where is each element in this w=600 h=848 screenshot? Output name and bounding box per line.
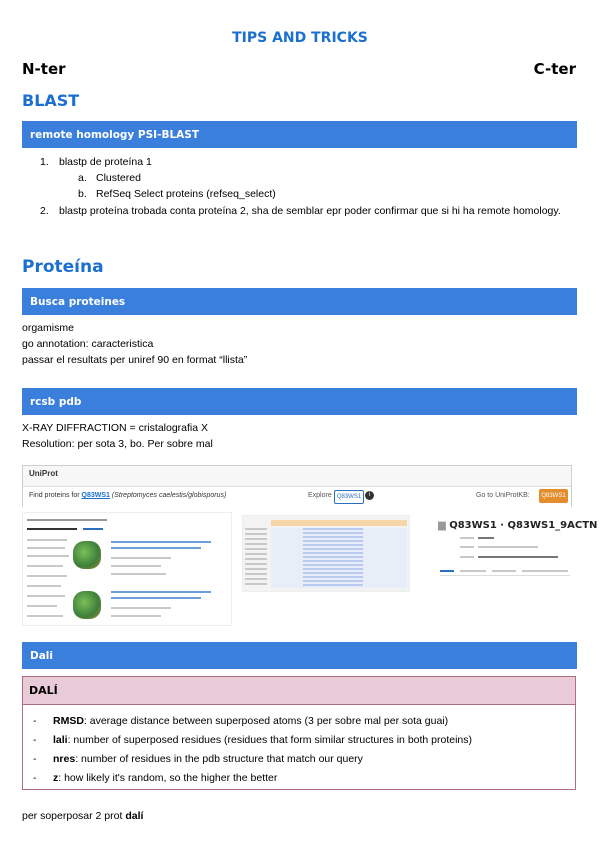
document-icon: ▆: [438, 520, 446, 531]
protein-structure-thumbnail: [73, 591, 101, 619]
info-icon[interactable]: i: [365, 491, 374, 500]
list-item: - nres: number of residues in the pdb structure that match our query: [33, 753, 363, 765]
goto-uniprot-label: Go to UniProtKB:: [476, 492, 530, 499]
proteina-heading: Proteína: [22, 257, 104, 277]
list-number: 1.: [40, 156, 49, 168]
protein-structure-thumbnail: [73, 541, 101, 569]
goto-uniprot-button[interactable]: Q83WS1: [539, 489, 568, 503]
list-item: - z: how likely it's random, so the higher the better: [33, 772, 278, 784]
alignment-viewer-screenshot: [242, 515, 410, 592]
uniprot-panel-screenshot: [22, 465, 572, 507]
list-number: 2.: [40, 205, 49, 217]
accession-link[interactable]: Q83WS1: [81, 492, 110, 499]
list-letter: b.: [78, 188, 87, 200]
n-ter-label: N-ter: [22, 60, 66, 78]
psi-blast-bar: remote homology PSI-BLAST: [22, 121, 577, 148]
uniprot-entry-title: ▆ Q83WS1 · Q83WS1_9ACTN: [438, 520, 598, 531]
page-title: TIPS AND TRICKS: [232, 30, 368, 46]
dali-footer-text: per soperposar 2 prot dalí: [22, 810, 144, 822]
text-line: go annotation: caracteristica: [22, 338, 154, 350]
entry-details-screenshot: [440, 535, 570, 575]
dali-box: [22, 676, 576, 790]
list-item: blastp proteína trobada conta proteína 2, sha de semblar epr poder confirmar que si hi ha remote homology.: [59, 205, 561, 217]
list-item: - lali: number of superposed residues (residues that form similar structures in both proteins): [33, 734, 473, 746]
list-item: - RMSD: average distance between superposed atoms (3 per sobre mal per sota guai): [33, 715, 449, 727]
list-item: RefSeq Select proteins (refseq_select): [96, 188, 276, 200]
c-ter-label: C-ter: [533, 60, 576, 78]
text-line: orgamisme: [22, 322, 74, 334]
dali-box-title: DALÍ: [23, 677, 575, 705]
blast-heading: BLAST: [22, 91, 80, 110]
search-results-screenshot: [22, 512, 232, 626]
explore-button[interactable]: Q83WS1: [334, 490, 364, 504]
find-proteins-text: Find proteins for Q83WS1 (Streptomyces caelestis/globisporus): [29, 492, 227, 499]
list-letter: a.: [78, 172, 87, 184]
text-line: passar el resultats per uniref 90 en format “llista”: [22, 354, 248, 366]
rcsb-pdb-bar: rcsb pdb: [22, 388, 577, 415]
list-item: blastp de proteína 1: [59, 156, 152, 168]
list-item: Clustered: [96, 172, 141, 184]
uniprot-label: UniProt: [29, 469, 58, 478]
explore-label: Explore: [308, 492, 332, 499]
dali-bar: Dali: [22, 642, 577, 669]
text-line: Resolution: per sota 3, bo. Per sobre mal: [22, 438, 213, 450]
text-line: X-RAY DIFFRACTION = cristalografia X: [22, 422, 209, 434]
busca-proteines-bar: Busca proteines: [22, 288, 577, 315]
